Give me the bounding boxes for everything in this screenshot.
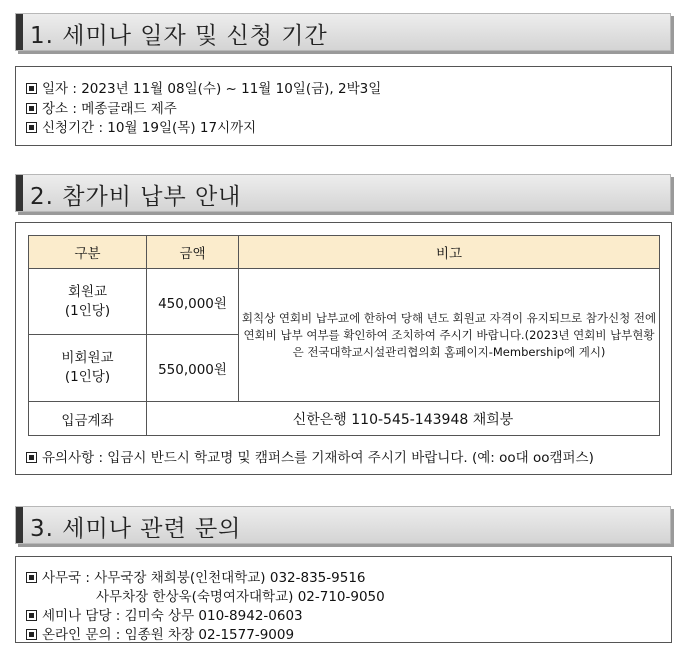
venue-line: 장소 : 메종글래드 제주 <box>26 97 177 117</box>
seminar-contact-line: 세미나 담당 : 김미숙 상무 010-8942-0603 <box>26 604 303 624</box>
fee-note: 회칙상 연회비 납부교에 한하여 당해 년도 회원교 자격이 유지되므로 참가신청 전에 연회비 납부 여부를 확인하여 조치하여 주시기 바랍니다.(2023년 연회비 납부현황은 전국대학교시설관리협의회 홈페이지-Membership에 게시) <box>239 269 660 402</box>
bullet-icon <box>26 103 37 114</box>
office-deputy-line: 사무차장 한상욱(숙명여자대학교) 02-710-9050 <box>96 589 385 605</box>
office-line: 사무국 : 사무국장 채희붕(인천대학교) 032-835-9516 <box>26 566 366 586</box>
header-note: 비고 <box>239 236 660 269</box>
section3-box <box>15 556 672 643</box>
section1-box <box>15 66 672 146</box>
bullet-icon <box>26 629 37 640</box>
header-amount: 금액 <box>147 236 239 269</box>
section2-title: 2. 참가비 납부 안내 <box>30 184 242 210</box>
section1-header <box>15 13 671 51</box>
online-contact-line: 온라인 문의 : 임종원 차장 02-1577-9009 <box>26 623 294 643</box>
nonmember-label: 비회원교 (1인당) <box>29 335 147 402</box>
section2-header <box>15 174 671 212</box>
section1-title: 1. 세미나 일자 및 신청 기간 <box>30 23 328 49</box>
member-label: 회원교 (1인당) <box>29 269 147 335</box>
schedule-line: 일자 : 2023년 11월 08일(수) ~ 11월 10일(금), 2박3일 <box>26 77 381 97</box>
member-amount: 450,000원 <box>147 269 239 335</box>
bullet-icon <box>26 122 37 133</box>
bullet-icon <box>26 572 37 583</box>
deadline-line: 신청기간 : 10월 19일(목) 17시까지 <box>26 116 256 136</box>
section3-title: 3. 세미나 관련 문의 <box>30 516 242 542</box>
bullet-icon <box>26 83 37 94</box>
header-category: 구분 <box>29 236 147 269</box>
nonmember-amount: 550,000원 <box>147 335 239 402</box>
bullet-icon <box>26 452 37 463</box>
caution-line: 유의사항 : 입금시 반드시 학교명 및 캠퍼스를 기재하여 주시기 바랍니다. (예: oo대 oo캠퍼스) <box>26 446 594 466</box>
section3-header <box>15 506 671 544</box>
section2-box <box>15 222 672 475</box>
fee-table <box>28 235 660 436</box>
bullet-icon <box>26 610 37 621</box>
account-label: 입금계좌 <box>29 402 147 436</box>
account-value: 신한은행 110-545-143948 채희붕 <box>147 402 660 436</box>
